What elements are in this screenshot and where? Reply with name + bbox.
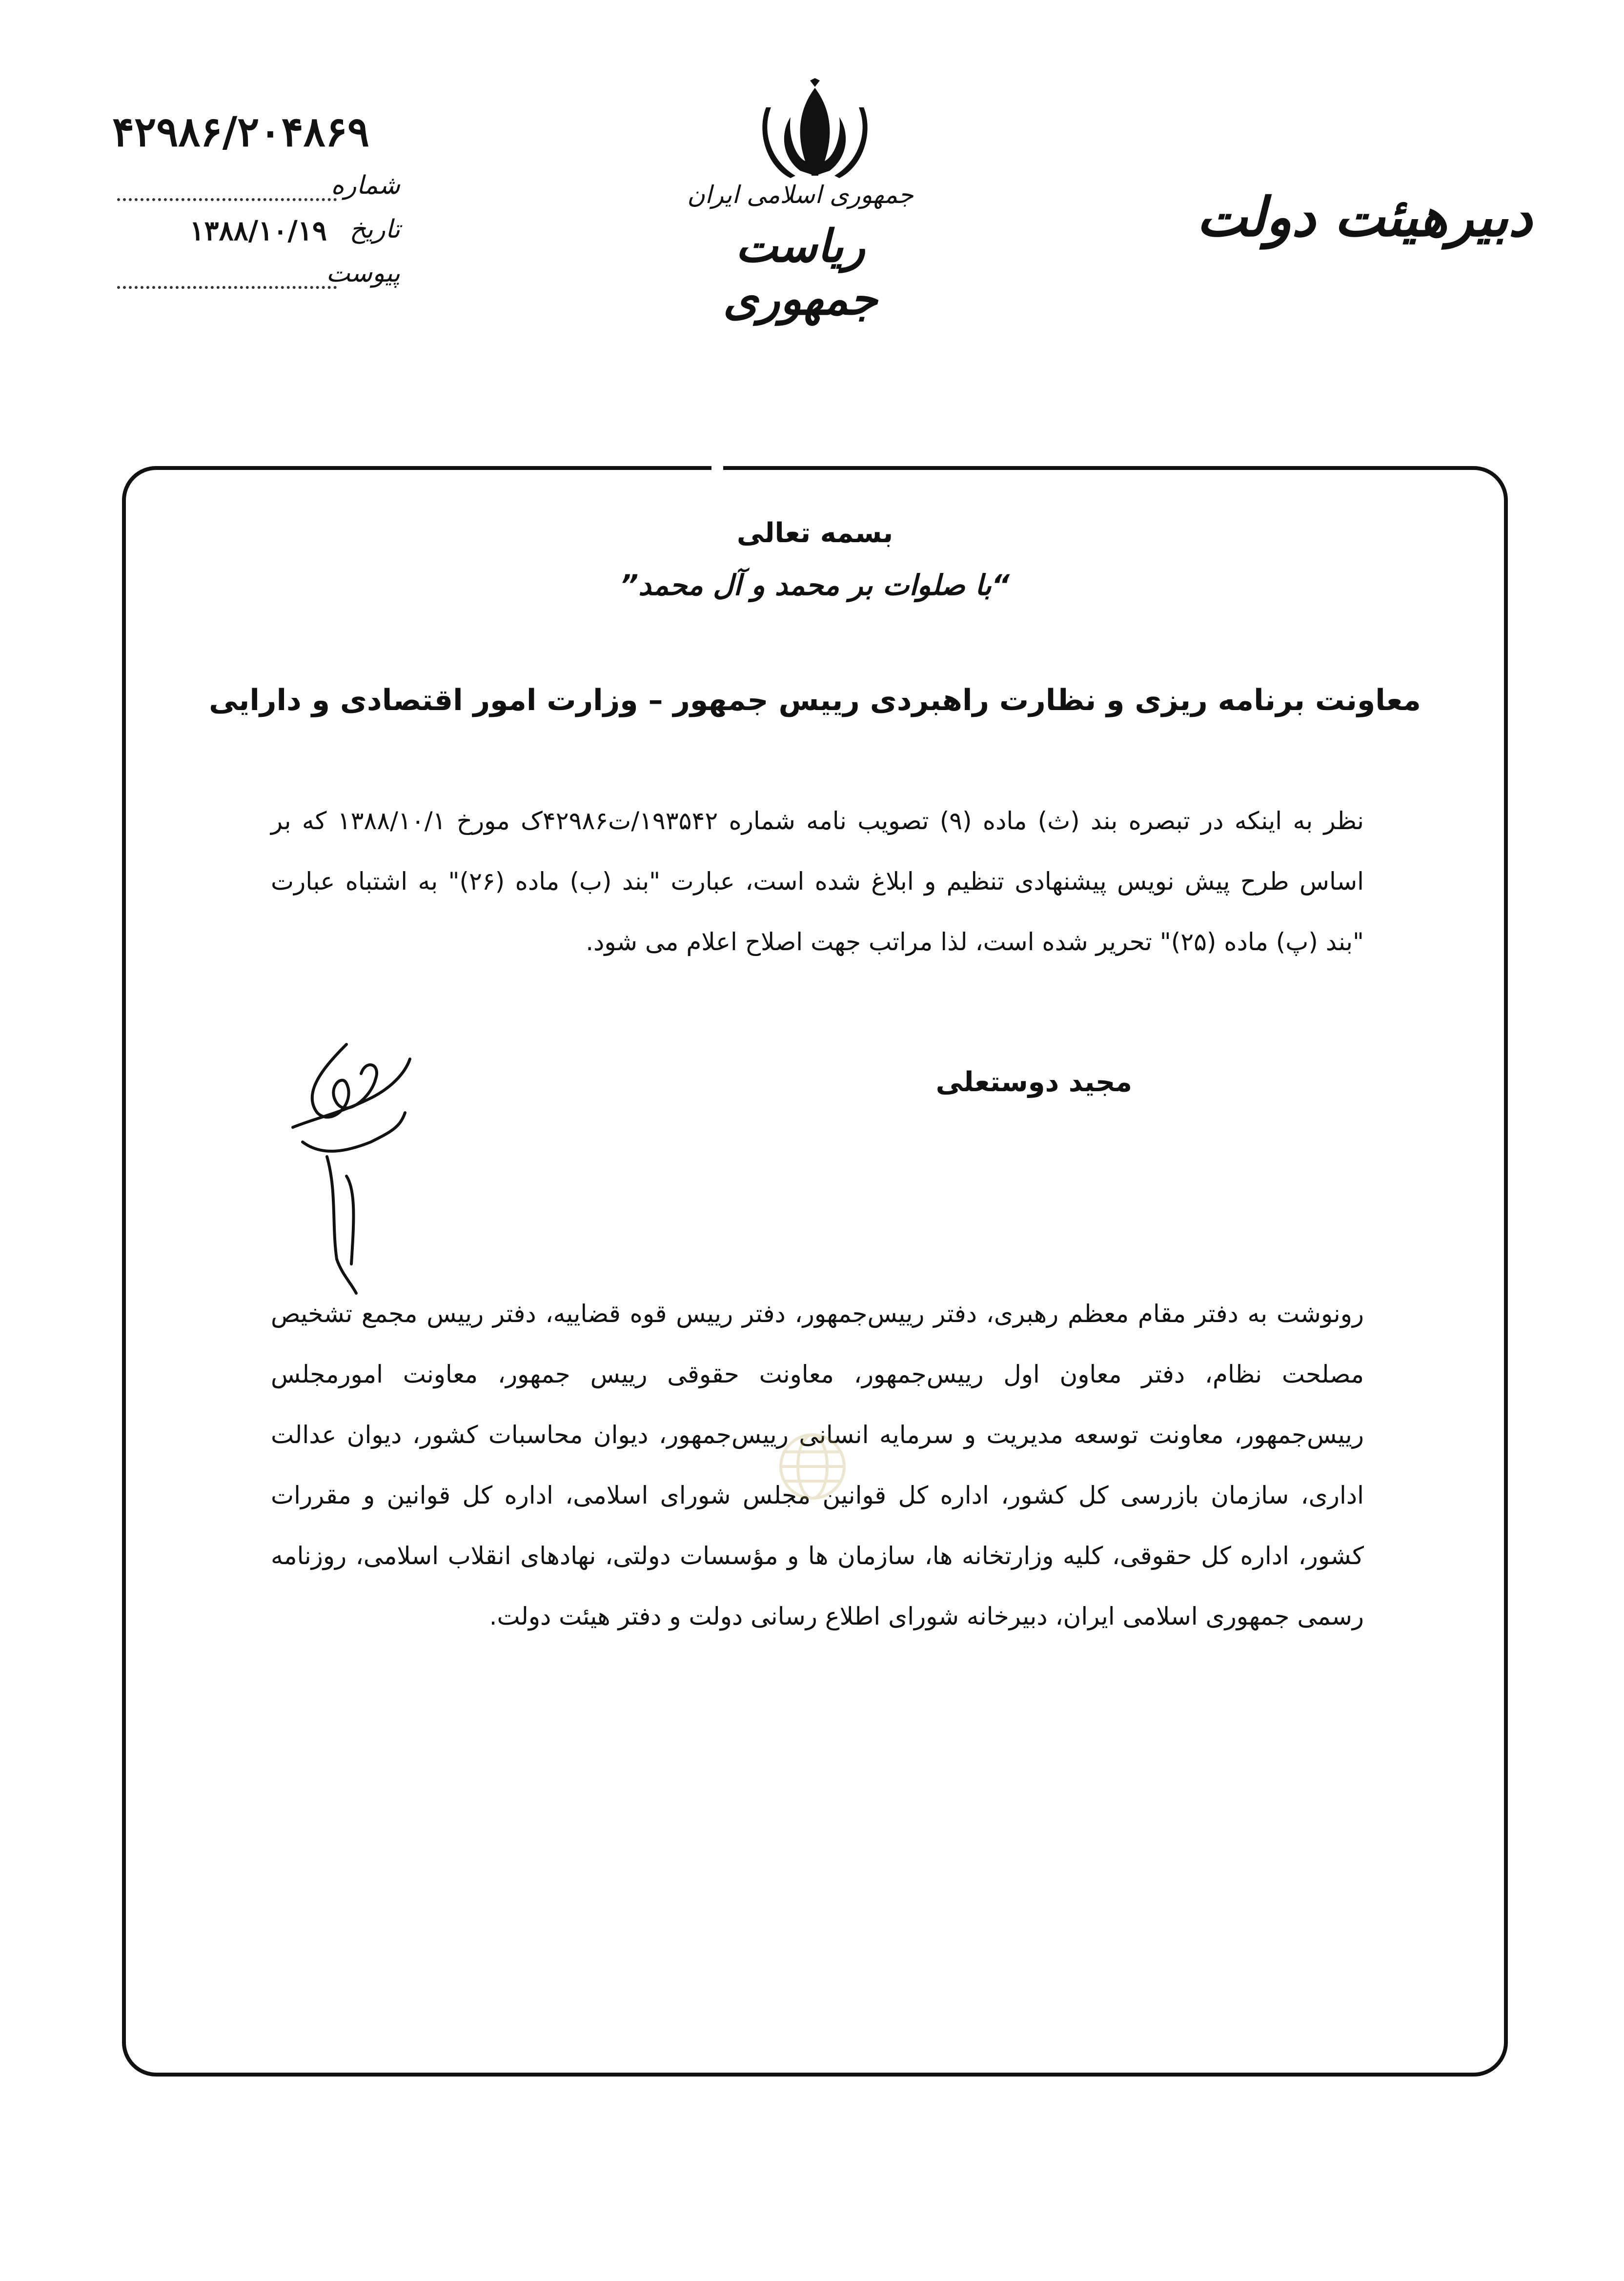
- date-value: ۱۳۸۸/۱۰/۱۹: [189, 215, 327, 247]
- date-label: تاریخ: [349, 215, 400, 244]
- iran-emblem-icon: [742, 78, 888, 181]
- number-dots: [117, 198, 337, 201]
- cc-paragraph: رونوشت به دفتر مقام معظم رهبری، دفتر رییس‌جمهور، دفتر رییس قوه قضاییه، دفتر رییس مجمع تشخیص مصلحت نظام، دفتر معاون اول رییس‌جمهور، معاونت حقوقی رییس جمهور، معاونت امورمجلس رییس‌جمهور، معاونت توسعه مدیریت و سرمایه انسانی رییس‌جمهور، دیوان محاسبات کشور، دیوان عدالت اداری، سازمان بازرسی کل کشور، اداره کل قوانین مجلس شورای اسلامی، اداره کل قوانین و مقررات کشور، اداره کل حقوقی، کلیه وزارتخانه ها، سازمان ها و مؤسسات دولتی، نهادهای انقلاب اسلامی، روزنامه رسمی جمهوری اسلامی ایران، دبیرخانه شورای اطلاع رسانی دولت و دفتر هیئت دولت.: [271, 1300, 1364, 1630]
- frame-notch: [711, 461, 723, 474]
- organization-title: دبیرهیئت دولت: [1197, 185, 1532, 248]
- attachment-dots: [117, 286, 337, 289]
- signatory-name: مجید دوستعلی: [935, 1066, 1132, 1098]
- number-label: شماره: [331, 171, 400, 200]
- main-paragraph: نظر به اینکه در تبصره بند (ث) ماده (۹) تصویب نامه شماره ۱۹۳۵۴۲/ت۴۲۹۸۶ک مورخ ۱۳۸۸/۱۰/۱ که بر اساس طرح پیش نویس پیشنهادی تنظیم و ابلاغ شده است، عبارت "بند (ب) ماده (۲۶)" به اشتباه عبارت "بند (پ) ماده (۲۵)" تحریر شده است، لذا مراتب جهت اصلاح اعلام می شود.: [271, 807, 1364, 956]
- emblem-subtitle: جمهوری اسلامی ایران: [687, 181, 914, 209]
- recipient-line: معاونت برنامه ریزی و نظارت راهبردی رییس جمهور – وزارت امور اقتصادی و دارایی: [209, 683, 1421, 717]
- attachment-label: پیوست: [326, 259, 400, 288]
- letter-number: ۴۲۹۸۶/۲۰۴۸۶۹: [112, 107, 369, 156]
- letter-meta: [98, 98, 410, 303]
- attachment-row: [117, 259, 400, 293]
- emblem-title: ریاست جمهوری: [723, 220, 878, 325]
- handwritten-signature: [273, 1030, 429, 1303]
- globe-watermark-icon: [776, 1430, 849, 1503]
- date-row: [117, 215, 400, 249]
- salavat-line: “با صلوات بر محمد و آل محمد”: [620, 569, 1010, 602]
- number-row: [117, 171, 400, 205]
- basmala: بسمه تعالی: [736, 517, 893, 549]
